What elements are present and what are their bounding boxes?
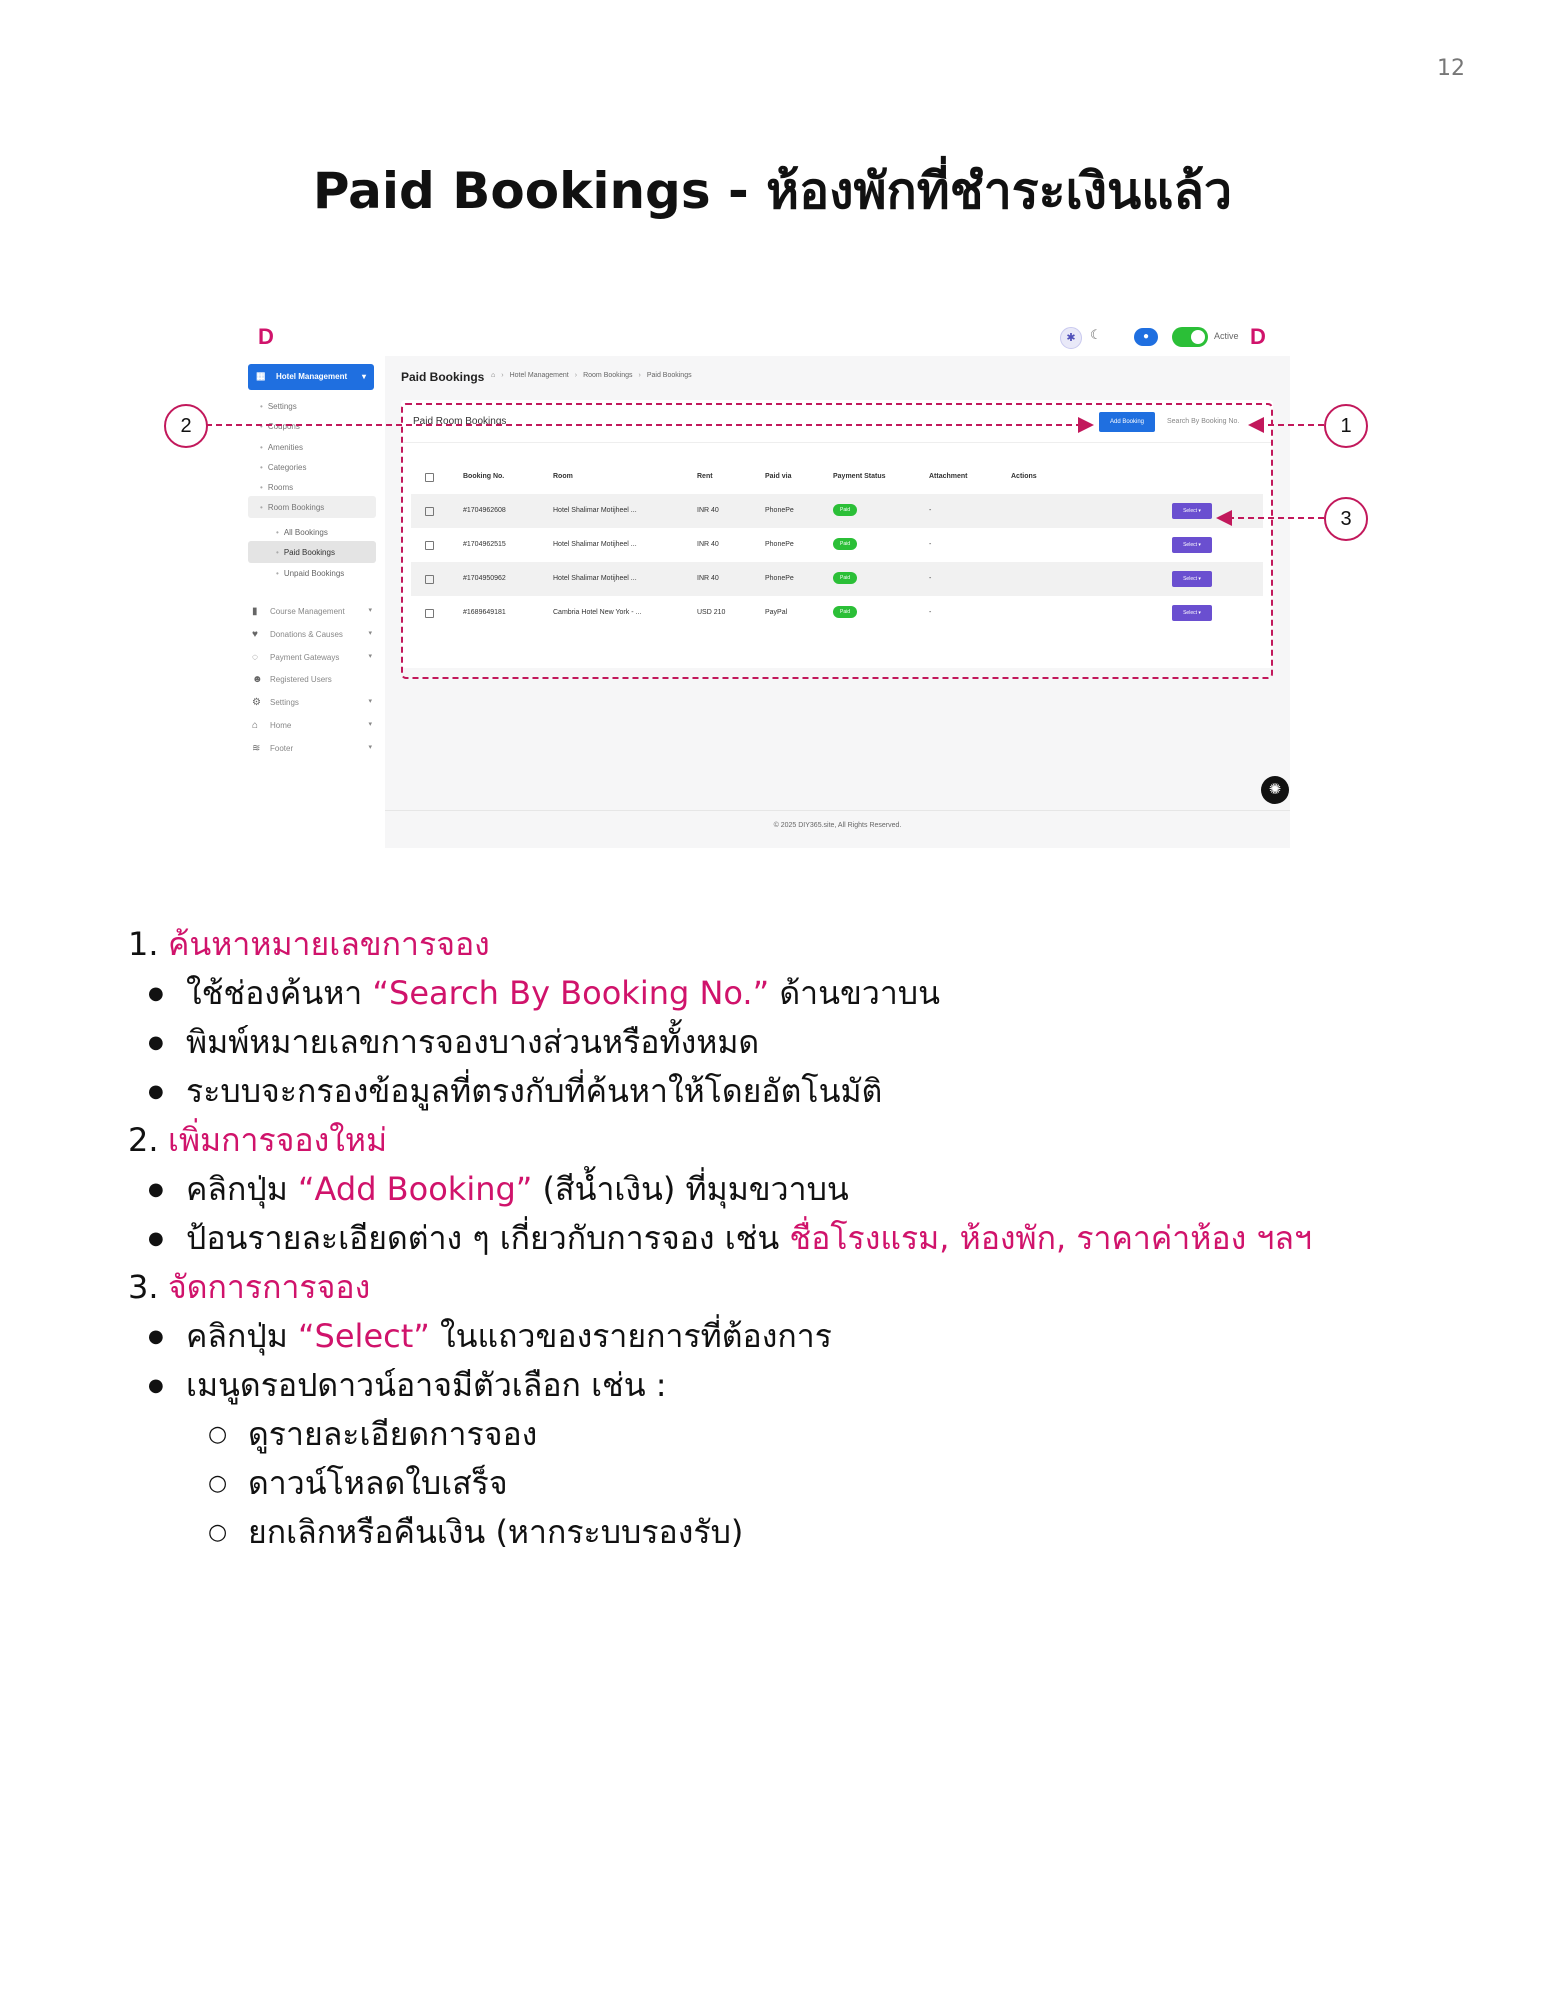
active-toggle[interactable] xyxy=(1172,327,1208,347)
top-bar xyxy=(240,318,1290,357)
table-row xyxy=(411,494,1263,528)
sidebar-item-hotel-management[interactable] xyxy=(248,364,374,390)
main-content xyxy=(385,356,1290,848)
status-badge: Paid xyxy=(833,572,857,584)
step-3-bullets xyxy=(128,1312,1468,1410)
select-button[interactable]: Select ▾ xyxy=(1172,503,1212,519)
active-label: Active xyxy=(1214,331,1239,341)
sidebar-group-footer[interactable] xyxy=(252,743,372,754)
chevron-down-icon: ▾ xyxy=(368,653,372,660)
step-3 xyxy=(128,1263,1468,1312)
booking-number: #1704962608 xyxy=(463,507,506,514)
sidebar-group-course-management[interactable] xyxy=(252,606,372,617)
bullet-text: ด้านขวาบน xyxy=(769,974,940,1012)
column-header: Rent xyxy=(697,473,713,480)
chevron-down-icon: ▾ xyxy=(368,607,372,614)
app-screenshot xyxy=(240,318,1290,848)
column-header: Booking No. xyxy=(463,473,505,480)
row-checkbox[interactable] xyxy=(425,575,434,584)
room-name: Hotel Shalimar Motijheel ... xyxy=(553,541,637,548)
page-heading: Paid Bookings xyxy=(401,370,485,384)
footer-copyright: © 2025 DIY365.site, All Rights Reserved. xyxy=(773,822,902,829)
row-checkbox[interactable] xyxy=(425,507,434,516)
sub-bullet-item: ○ ดูรายละเอียดการจอง xyxy=(128,1410,1468,1459)
page-title: Paid Bookings - ห้องพักที่ชำระเงินแล้ว xyxy=(312,162,1233,220)
table-row xyxy=(411,562,1263,596)
column-header: Attachment xyxy=(929,473,968,480)
bullet-item xyxy=(128,1018,1468,1067)
room-name: Hotel Shalimar Motijheel ... xyxy=(553,575,637,582)
bullet-text: ระบบจะกรองข้อมูลที่ตรงกับที่ค้นหาให้โดยอัตโนมัติ xyxy=(186,1072,883,1110)
bullet-text: ใช้ช่องค้นหา xyxy=(186,974,373,1012)
chevron-down-icon: ▾ xyxy=(368,630,372,637)
sidebar-group-settings[interactable] xyxy=(252,697,372,708)
sidebar-item-amenities[interactable]: • Amenities xyxy=(260,443,303,452)
bullet-item xyxy=(128,1312,1468,1361)
instructions xyxy=(128,920,1468,1557)
step-2-bullets xyxy=(128,1165,1468,1263)
paid-via: PhonePe xyxy=(765,575,794,582)
chevron-down-icon: ▾ xyxy=(361,372,366,381)
sidebar-item-label: Hotel Management xyxy=(276,372,348,381)
row-checkbox[interactable] xyxy=(425,609,434,618)
sub-bullet-item: ○ ยกเลิกหรือคืนเงิน (หากระบบรองรับ) xyxy=(128,1508,1468,1557)
sidebar-item-unpaid-bookings[interactable]: • Unpaid Bookings xyxy=(276,569,344,578)
bullet-highlight: “Add Booking” xyxy=(297,1170,533,1208)
sidebar-group-donations[interactable] xyxy=(252,629,372,640)
sidebar-group-label: Course Management xyxy=(270,607,345,616)
paid-via: PhonePe xyxy=(765,541,794,548)
select-button[interactable]: Select ▾ xyxy=(1172,571,1212,587)
payment-icon: ◌ xyxy=(252,652,258,663)
step-2 xyxy=(128,1116,1468,1165)
chevron-down-icon: ▾ xyxy=(368,698,372,705)
eye-icon[interactable]: ● xyxy=(1134,328,1158,346)
table-row xyxy=(411,528,1263,562)
payment-status xyxy=(833,528,857,562)
bullet-item xyxy=(128,1165,1468,1214)
attachment: - xyxy=(929,507,932,514)
bullet-text: คลิกปุ่ม xyxy=(186,1170,298,1208)
building-icon: ▦ xyxy=(256,371,266,382)
sidebar-group-registered-users[interactable] xyxy=(252,674,372,685)
breadcrumb-item: Paid Bookings xyxy=(646,372,692,379)
callout-3: 3 xyxy=(1324,497,1368,541)
rent: INR 40 xyxy=(697,507,719,514)
booking-number: #1704950962 xyxy=(463,575,506,582)
rent: USD 210 xyxy=(697,609,726,616)
sidebar-group-label: Home xyxy=(270,721,292,730)
home-icon: ⌂ xyxy=(252,720,259,731)
bullet-item xyxy=(128,1214,1468,1263)
payment-status xyxy=(833,494,857,528)
bullet-text: เมนูดรอปดาวน์อาจมีตัวเลือก เช่น : xyxy=(186,1366,667,1404)
sidebar-group-payment-gateways[interactable] xyxy=(252,652,372,663)
row-checkbox[interactable] xyxy=(425,541,434,550)
bullet-text: (สีน้ำเงิน) ที่มุมขวาบน xyxy=(532,1170,849,1208)
bullet-text: คลิกปุ่ม xyxy=(186,1317,298,1355)
chevron-down-icon: ▾ xyxy=(368,744,372,751)
booking-number: #1704962515 xyxy=(463,541,506,548)
bullet-item xyxy=(128,1067,1468,1116)
step-number: 3. xyxy=(128,1268,159,1306)
sidebar-item-settings[interactable]: • Settings xyxy=(260,402,297,411)
select-button[interactable]: Select ▾ xyxy=(1172,537,1212,553)
column-header: Actions xyxy=(1011,473,1037,480)
room-name: Hotel Shalimar Motijheel ... xyxy=(553,507,637,514)
gear-icon: ⚙ xyxy=(252,697,261,708)
status-badge: Paid xyxy=(833,538,857,550)
step-heading: ค้นหาหมายเลขการจอง xyxy=(168,925,490,963)
bullet-item xyxy=(128,969,1468,1018)
page-number: 12 xyxy=(1437,56,1465,81)
sidebar-group-label: Footer xyxy=(270,744,294,753)
divider xyxy=(385,810,1290,811)
status-badge: Paid xyxy=(833,504,857,516)
step-1-bullets xyxy=(128,969,1468,1116)
sidebar-item-paid-bookings[interactable]: • Paid Bookings xyxy=(276,548,335,557)
callout-2: 2 xyxy=(164,404,208,448)
sidebar-item-coupons[interactable]: • Coupons xyxy=(260,422,300,431)
step-heading: จัดการการจอง xyxy=(168,1268,371,1306)
table-header xyxy=(411,460,1263,494)
sidebar-item-all-bookings[interactable]: • All Bookings xyxy=(276,528,328,537)
breadcrumb-item[interactable]: Room Bookings xyxy=(583,372,633,379)
sub-bullet-item: ○ ดาวน์โหลดใบเสร็จ xyxy=(128,1459,1468,1508)
chevron-down-icon: ▾ xyxy=(368,721,372,728)
callout-1: 1 xyxy=(1324,404,1368,448)
sidebar-item-categories[interactable]: • Categories xyxy=(260,463,307,472)
home-icon[interactable]: ⌂ xyxy=(491,372,496,379)
paid-via: PayPal xyxy=(765,609,788,616)
breadcrumb: ⌂ › Hotel Management › Room Bookings › Paid Bookings xyxy=(491,372,692,379)
card-title: Paid Room Bookings xyxy=(413,416,507,427)
sidebar-group-home[interactable] xyxy=(252,720,372,731)
bullet-highlight: “Search By Booking No.” xyxy=(372,974,770,1012)
chatbot-icon[interactable]: ✺ xyxy=(1261,776,1289,804)
select-all-checkbox[interactable] xyxy=(425,473,434,482)
donation-icon: ♥ xyxy=(252,629,258,640)
bullet-item xyxy=(128,1361,1468,1410)
bullet-text: ป้อนรายละเอียดต่าง ๆ เกี่ยวกับการจอง เช่น xyxy=(186,1219,790,1257)
paid-via: PhonePe xyxy=(765,507,794,514)
rent: INR 40 xyxy=(697,541,719,548)
column-header: Payment Status xyxy=(833,473,886,480)
step-3-sub-bullets xyxy=(128,1410,1468,1557)
sidebar xyxy=(240,356,385,848)
status-badge: Paid xyxy=(833,606,857,618)
divider xyxy=(401,442,1273,443)
book-icon: ▮ xyxy=(252,606,258,617)
bullet-text: ในแถวของรายการที่ต้องการ xyxy=(429,1317,832,1355)
step-number: 1. xyxy=(128,925,159,963)
users-icon: ☻ xyxy=(252,674,263,685)
sidebar-group-label: Payment Gateways xyxy=(270,653,340,662)
bullet-text: พิมพ์หมายเลขการจองบางส่วนหรือทั้งหมด xyxy=(186,1023,760,1061)
sidebar-group-label: Donations & Causes xyxy=(270,630,343,639)
attachment: - xyxy=(929,575,932,582)
booking-number: #1689649181 xyxy=(463,609,506,616)
table-row xyxy=(411,596,1263,630)
step-number: 2. xyxy=(128,1121,159,1159)
sidebar-group-label: Registered Users xyxy=(270,675,332,684)
payment-status xyxy=(833,562,857,596)
attachment: - xyxy=(929,609,932,616)
bullet-highlight: ชื่อโรงแรม, ห้องพัก, ราคาค่าห้อง ฯลฯ xyxy=(789,1219,1312,1257)
step-1 xyxy=(128,920,1468,969)
bookings-card xyxy=(401,400,1273,668)
sun-icon[interactable]: ✱ xyxy=(1060,327,1082,349)
column-header: Room xyxy=(553,473,573,480)
sidebar-item-rooms[interactable]: • Rooms xyxy=(260,483,293,492)
step-heading: เพิ่มการจองใหม่ xyxy=(168,1121,388,1159)
footer-icon: ≋ xyxy=(252,743,261,754)
rent: INR 40 xyxy=(697,575,719,582)
add-booking-button[interactable]: Add Booking xyxy=(1099,412,1155,432)
attachment: - xyxy=(929,541,932,548)
payment-status xyxy=(833,596,857,630)
room-name: Cambria Hotel New York - ... xyxy=(553,609,642,616)
column-header: Paid via xyxy=(765,473,792,480)
sidebar-item-room-bookings[interactable]: • Room Bookings xyxy=(260,503,324,512)
breadcrumb-item[interactable]: Hotel Management xyxy=(509,372,569,379)
bullet-highlight: “Select” xyxy=(297,1317,430,1355)
moon-icon[interactable]: ☾ xyxy=(1090,327,1102,342)
sidebar-group-label: Settings xyxy=(270,698,299,707)
logo[interactable]: D xyxy=(258,324,274,349)
avatar[interactable]: D xyxy=(1250,324,1266,349)
select-button[interactable]: Select ▾ xyxy=(1172,605,1212,621)
search-input[interactable]: Search By Booking No. xyxy=(1167,418,1240,425)
